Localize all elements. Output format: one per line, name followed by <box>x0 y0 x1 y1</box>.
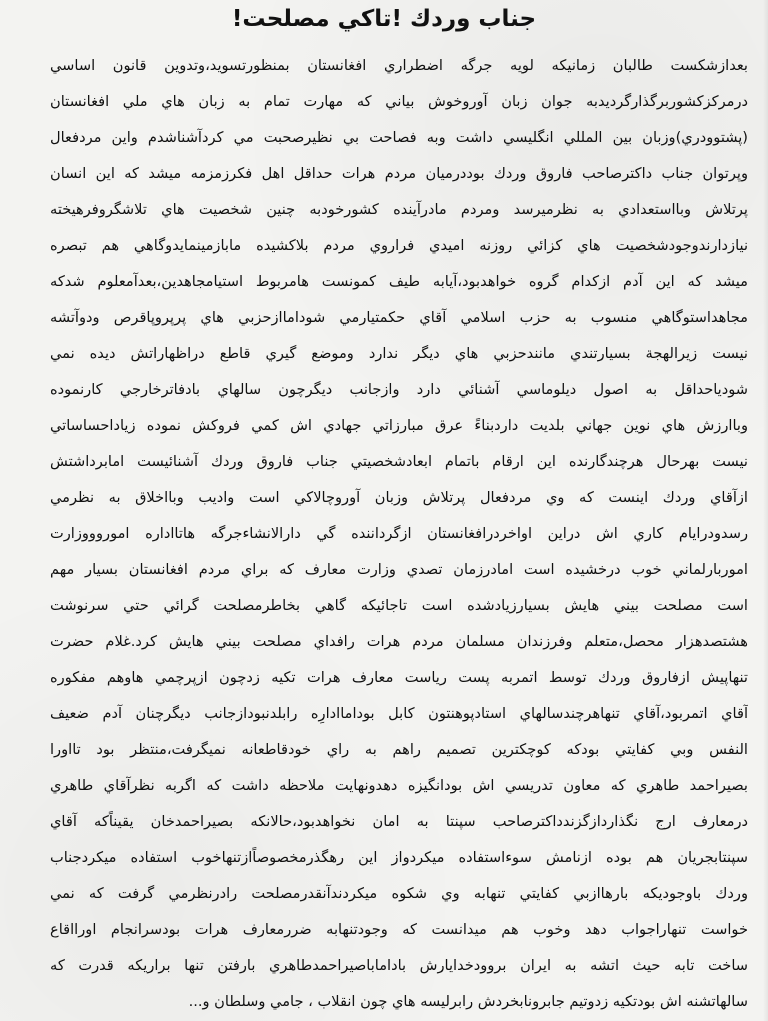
body-line: تنهاپيش ازفاروق وردك توسط اتمربه پست رياست معارف هرات تكيه زدچون ازپرچمي هاوهم مفكوره <box>50 669 748 686</box>
body-line: وباارزش هاي نوين جهاني بلديت داردبناءً عرق مبارزاتي جهادي اش كمي فروكش نموده زياداحساساتي <box>50 417 748 434</box>
body-line: ميشد كه اين آدم ازكدام گروه خواهدبود،آيابه طيف كمونست هامربوط استيامجاهدين،بعدآمعلوم شدكه <box>50 273 748 290</box>
body-line: سپنتابجريان هم بوده ازنامش سوءاستفاده ميكردواز اين رهگذرمخصوصاًازتنهاخوب استفاده ميكردجناب <box>50 849 748 866</box>
body-line: سالهاتشنه اش بودتكيه زدوتيم جابرونابخردش رابرليسه هاي چون انقلاب ، جامي وسلطان و... <box>188 993 748 1010</box>
body-line: ازآقاي وردك اينست كه وي مردفعال پرتلاش وزبان آوروچالاكي است واديب وبااخلاق به نظرمي <box>50 489 748 506</box>
body-line: نيست زيرالهجة بسيارتندي مانندحزبي هاي ديگر ندارد وموضع گيري قاطع دراظهاراتش ديده نمي <box>50 345 748 362</box>
article-body <box>50 48 748 1020</box>
body-line: نيازدارندوجودشخصيت هاي كزائي روزنه اميدي فراروي مردم بلاكشيده مابازمينمايدوگاهي هم تبصره <box>50 237 748 254</box>
body-line: النفس وبي كفايتي بودكه كوچكترين تصميم راهم به راي خودقاطعانه نميگرفت،منتظر بود تااورا <box>50 741 748 758</box>
document-title: جناب وردك !تاكي مصلحت! <box>231 6 537 32</box>
body-line: مجاهداستوگاهي منسوب به حزب اسلامي آقاي حكمتيارمي شوداماازحزبي هاي پرپروپاقرص ودوآتشه <box>50 309 748 326</box>
body-line: پرتلاش وبااستعدادي به نظرميرسد ومردم مادرآينده كشورخودبه چنين شخصيت هاي تلاشگروفرهيخته <box>50 201 748 218</box>
body-line: بصيراحمد طاهري كه معاون تدريسي اش بودانگيزه دهدونهايت ملاحظه داشت كه اگربه نظرآقاي طاهري <box>50 777 748 794</box>
body-line: درمعارف ارج نگذاردازگزندداكترصاحب سپنتا به امان نخواهدبود،حالانكه بصيراحمدخان يقيناًكه آقاي <box>50 813 748 830</box>
body-line: رسدودرايام كاري اش دراين اواخردرافغانستان ازگرداننده گي دارالانشاءجرگه هاتااداره اموروووزارت <box>50 525 748 542</box>
body-line: (پشتوودري)وزبان بين المللي انگليسي داشت وبه فصاحت بي نظيرصحبت مي كردآشناشدم واين مردفعال <box>50 129 748 146</box>
scan-edge-shadow <box>763 0 768 1021</box>
body-line: وپرتوان جناب داكترصاحب فاروق وردك بوددرميان مردم هرات حداقل اهل فكرزمزمه ميشد كه اين انسان <box>50 165 748 182</box>
body-line: نيست بهرحال هرچندگارنده اين ارقام باتمام ابعادشخصيتي جناب فاروق وردك آشنائيست امابرداشتش <box>50 453 748 470</box>
body-line: ساخت تابه حيث اتشه به ايران بروودخدايارش باداماباصيراحمدطاهري بارفتن تنها براريكه قدرت كه <box>50 957 748 974</box>
body-line: شودياحداقل به اصول ديلوماسي آشنائي دارد وازجانب ديگرچون سالهاي بادفاترخارجي كارنموده <box>50 381 748 398</box>
body-line: وردك باوجوديكه بارهاازبي كفايتي تنهابه وي شكوه ميكردندآنقدرمصلحت رادرنظرمي گرفت كه نمي <box>50 885 748 902</box>
body-line: درمركزكشوربرگذارگرديدبه جوان زبان آوروخوش بياني كه مهارت تمام به زبان هاي ملي افغانستان <box>50 93 748 110</box>
body-line: بعدازشكست طالبان زمانيكه لويه جرگه اضطراري افغانستان بمنظورتسويد،وتدوين قانون اساسي <box>50 57 748 74</box>
body-line: آقاي اتمربود،آقاي تنهاهرچندسالهاي استادپوهنتون كابل بوداماادارِه رابلدنبودازجانب ديگرچنان آدم ضعيف <box>50 705 748 722</box>
body-line: اموربارلماني خوب درخشيده است امادرزمان تصدي وزارت معارف كه براي مردم افغانستان بسيار مهم <box>50 561 748 578</box>
body-line: هشتصدهزار محصل،متعلم وفرزندان مسلمان مردم هرات رافداي مصلحت بيني هايش كرد.غلام حضرت <box>50 633 748 650</box>
body-line: خواست تنهاراجواب دهد وخوب هم ميدانست كه وجودتنهابه ضررمعارف هرات بودسرانجام اورااقاع <box>50 921 748 938</box>
body-line: است مصلحت بيني هايش بسيارزيادشده است تاجائيكه گاهي بخاطرمصلحت گرائي حتي سرنوشت <box>50 597 748 614</box>
